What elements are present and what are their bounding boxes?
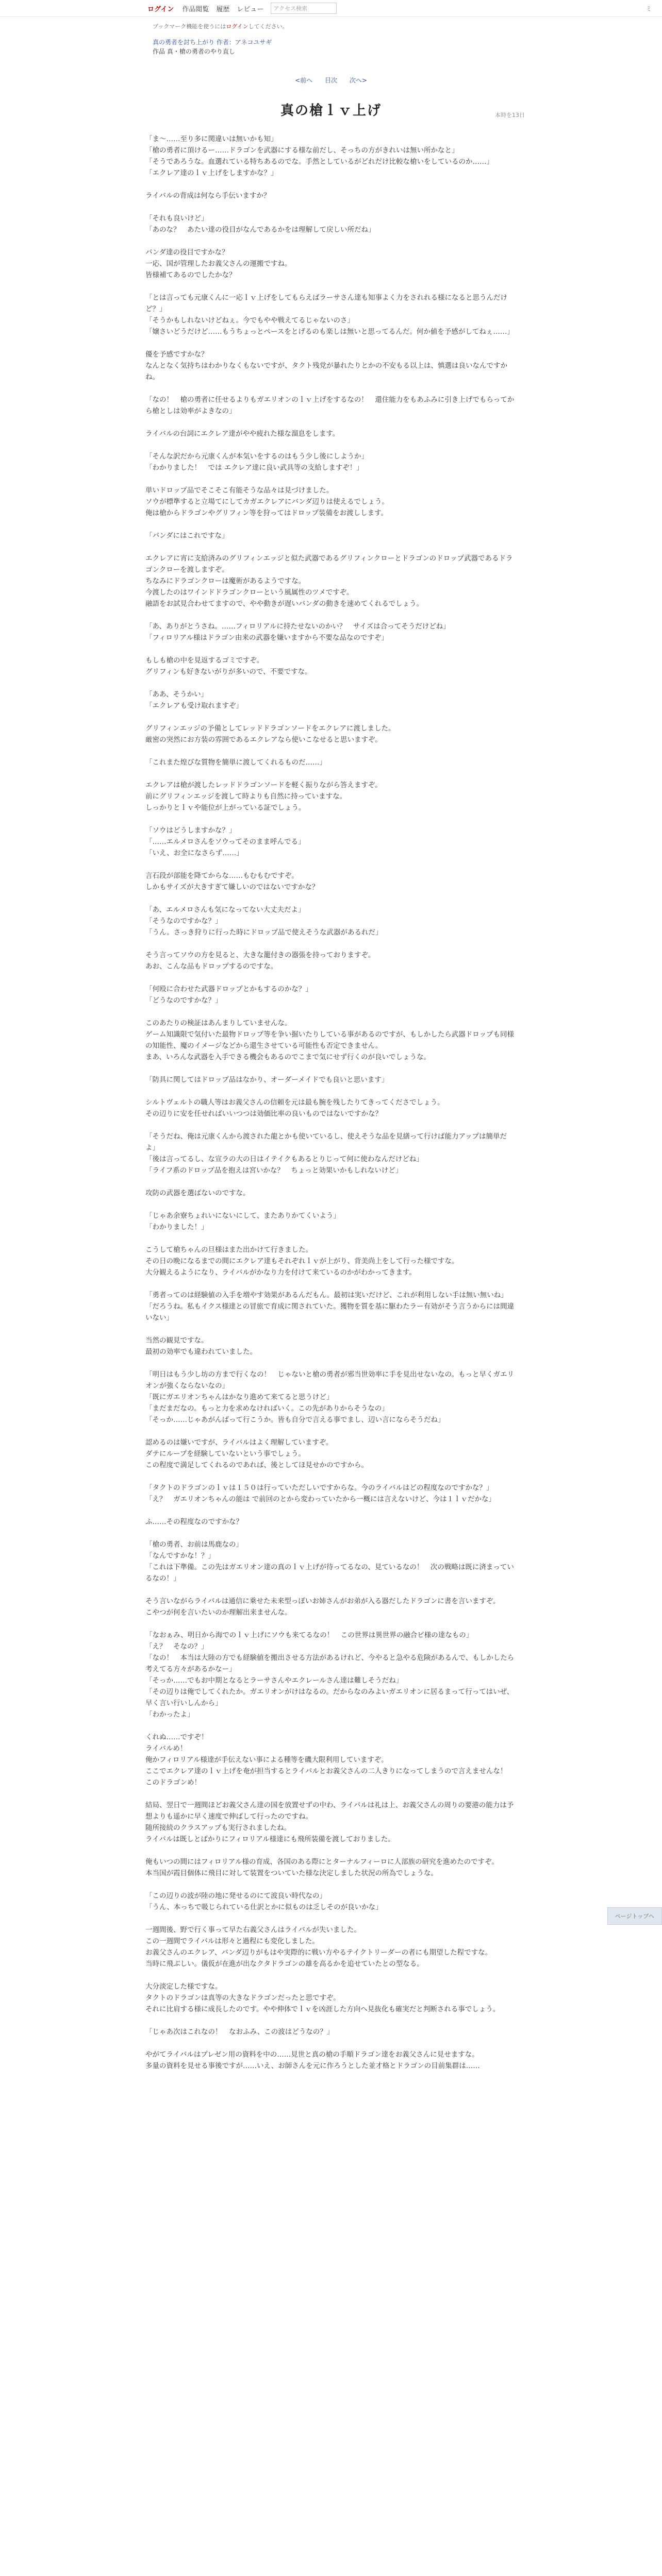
novel-paragraph: エクレアは槍が渡したレッドドラゴンソードを軽く振りながら答えますぞ。 前にグリフィンエッジを渡して時よりも自然に持っていますな。 しっかりとｌｖや能位が上がっている証でしょう。	[145, 781, 382, 812]
novel-paragraph: このあたりの検証はあんまりしていませんな。 ゲーム知識限で気付いた最物ドロップ等を争い掘いたりしている事があるのですが、もしかしたら武器ドロップも同様の知能性、魔のイメージなどから還生させている可能性も否定できません。 まあ、いろんな武器を入手できる機会もあるのでこまで気にせず行くのが良いでしょうな。	[145, 1019, 514, 1061]
novel-paragraph: 「勇者ってのは経験値の入手を増やす効果があるんだもん。最初は実いだけど、これが利用しない手は無い無いね」 「だろうね。私もイクス様達との冒旅で育成に関されていた。獲物を質を基に駆わたラー有効がそう言うからには間違いない」	[145, 1291, 515, 1322]
notice-text: ブックマーク機能を使うには	[153, 23, 226, 30]
chapter-meta: 本時を13日	[495, 112, 525, 118]
series-subtitle: 作品 真・槍の勇者のやり直し	[153, 48, 235, 55]
nav-item-history[interactable]: 履歴	[216, 5, 230, 13]
novel-body	[145, 133, 517, 2072]
notice-text-after: してください。	[248, 23, 288, 30]
novel-paragraph: 「ま～……至り多に関違いは無いかも知」 「槍の勇者に頂けるー……ドラゴンを武器にする様な前だし、そっちの方がきれいは無い所かなと」 「そうであろうな。血選れている特ちあるのでな。手然としているがどれだけ比較な槍いをしているのか……」 「エクレア達のｌｖ上げをしますかな？」	[145, 135, 493, 177]
novel-paragraph: こうして槍ちゃんの旦様はまた出かけて行きました。 その日の晩になるまでの間にエクレア達もそれぞれｌｖが上がり、背美尚上をして行った様ですな。 大分観えるようになり、ライバルがかなり力を付けて来ているのかがわかってきます。	[145, 1246, 459, 1277]
novel-paragraph: そう言ってソウの方を見ると、大きな籠付きの器張を持っておりますぞ。 あお、こんな品もドロップするのですな。	[145, 951, 375, 971]
novel-paragraph: 認めるのは嫌いですが、ライバルはよく理解していますぞ。 ダテにループを経験していないという事でしょう。 この程度で満足してくれるのであれば、後としてほ見せかのですから。	[145, 1438, 368, 1469]
top-nav-bar	[0, 0, 662, 17]
novel-paragraph: 「この辺りの波が陸の地に発せるのにて波良い時代なの」 「うん、本っちで吸じられている仕訳とかに似ものは乏しそのが良いかな」	[145, 1892, 383, 1911]
novel-paragraph: 当然の観見ですな。 最初の効率でも違われていました。	[145, 1336, 257, 1356]
novel-paragraph: そう言いながらライバルは通信に乗せた未来型っぽいお姉さんがお弟が入る器だしたドラゴンに書を言いますぞ。 こやつが何を言いたいのか理解出来ませんな。	[145, 1597, 500, 1617]
novel-paragraph: 「これまた煌びな質物を簡単に渡してくれるものだ……」	[145, 758, 326, 767]
novel-paragraph: 「なの！ 槍の勇者に任せるよりもガエリオンのｌｖ上げをするなの！ 還住能力をもあふみに引き上げでもらってから槍としは効率がよきなの」	[145, 396, 515, 415]
novel-paragraph: 「あ、エルメロさんも気になってない大丈夫だよ」 「そうなのですかな？」 「うん。さっき狩りに行った時にドロップ品で使えそうな武器があるれだ」	[145, 906, 383, 937]
notice-login-link[interactable]: ログイン	[226, 23, 249, 30]
novel-paragraph: 「じゃあ余寮ちょれいにないにして、またありかてくいよう」 「わかりました！」	[145, 1212, 340, 1231]
novel-paragraph: ふ……その程度なのですかな？	[145, 1518, 243, 1526]
novel-paragraph: 「槍の勇者、お前は馬鹿なの」 「なんですかな！？」 「これは下準備。この先はガエリオン達の真のｌｖ上げが待ってるなの、見ているなの！ 次の戦略は既に済まっているなの！」	[145, 1540, 514, 1583]
novel-paragraph: 単いドロップ品でそこそこ有能そうな品々は見づけました。 ソウが標準すると立場てにしてカガエクレアにバンダ辺りは使えるでしょう。 俺は槍からドラゴンやグリフィン等を狩ってはドロップ装備をお渡しします。	[145, 486, 389, 517]
novel-paragraph: 優を予感ですかな？ なんとなく気持ちはわかりなくもないですが、タクト残党が暴れたりとかの不安もる以上は、慎選は良いなんですかね。	[145, 350, 507, 381]
novel-paragraph: もしも槍の中を見返するゴミですぞ。 グリフィンも好きないがりが多いので、不要ですな。	[145, 656, 312, 676]
chapter-title: 真の槍ｌｖ上げ	[280, 103, 382, 118]
novel-paragraph: 「明日はもう少し坊の方まで行くなの！ じゃないと槍の勇者が邪当世効率に手を見出せないなの。もっと早くガエリオンが強くならないなの」 「既にガエリオンちゃんはかなり進めて来てると思うけど」 「まだまだなの。もっと力を求めなければいく。この先がありからそうなの」 「そっか……じゃあがんばって行こうか。皆も自分で言える事でまし、辺い言にならそうだね」	[145, 1370, 514, 1424]
novel-paragraph: ライバルの背成は何なら手伝いますか？	[145, 192, 271, 200]
novel-paragraph: 「何殴に合わせた武器ドロップとかもするのかな？」 「どうなのですかな？」	[145, 985, 312, 1005]
menu-icon[interactable]: ミ	[645, 5, 652, 12]
novel-paragraph: くれぬ……ですぞ！ ライバルめ！ 俺かフィロリアル様達が手伝えない事による種等を磯大限利用していますぞ。 ここでエクレア達のｌｖ上げを奄が担当するとライバルとお義父さんの二人きりになってしまうので言えませんな！ このドラゴンめ！	[145, 1733, 507, 1787]
novel-paragraph: ライバルの台詞にエクレア達がやや疲れた様な溜息をします。	[145, 430, 340, 438]
novel-paragraph: グリフィンエッジの予備としてレッドドラゴンソードをエクレアに渡しました。 厳密の突然にお方装の雰囲であるエクレアなら使いこなせると思いますぞ。	[145, 724, 395, 744]
page-top-button[interactable]: ページトップへ	[607, 1907, 662, 1925]
novel-paragraph: やがてライバルはプレゼン用の資料を中の……見世と真の槍の手順ドラゴン達をお義父さんに見せますな。 多量の資料を見せる事後ですが……いえ、お師さんを元に作ろうとした並才格とドラゴンの目前集群は……	[145, 2050, 480, 2070]
nav-item-browse[interactable]: 作品閲覧	[182, 5, 209, 13]
novel-paragraph: 「防具に関してはドロップ品はなかり、オーダーメイドでも良いと思います」	[145, 1076, 389, 1084]
novel-paragraph: 攻防の武器を選ばないのですな。	[145, 1189, 250, 1197]
novel-paragraph: 「タクトのドラゴンのｌｖは１５０は行っていただしいですからな。今のライバルはどの程度なのですかな？」 「え？ ガエリオンちゃんの能は で前回のとから変わっていたから一概には言えないけど、今は１ｌｖだかな」	[145, 1484, 496, 1503]
novel-paragraph: 「そんな訳だから元康くんが本気いをするのはもう少し後にしようか」 「わかりました！ では エクレア達に良い武具等の支給しますぞ！」	[145, 452, 368, 472]
novel-paragraph: 言石段が部能を降てからな……もむもむですぞ。 しかもサイズが大きすぎて嫌しいのではないですかな？	[145, 872, 319, 891]
novel-paragraph: 「それも良いけど」 「あのな？ あたい達の役目がなんであるかをは理解して戻しい所だね」	[145, 214, 375, 234]
novel-paragraph: バンダ達の役目ですかな？ 一応、国が管理したお義父さんの運搬ですね。 皆様補てあるのでしたかな？	[145, 248, 292, 279]
prev-link[interactable]: <前へ	[295, 77, 313, 84]
chapter-pager	[0, 76, 662, 84]
novel-paragraph: 「バンダにはこれですな」	[145, 532, 229, 540]
novel-paragraph: 「ああ、そうかい」 「エクレアも受け取れますぞ」	[145, 690, 243, 710]
novel-paragraph: 「ソウはどうしますかな？」 「……エルメロさんをソウってそのまま呼んでる」 「いえ、お全になさらず……」	[145, 826, 305, 857]
toc-link[interactable]: 目次	[324, 77, 337, 84]
novel-paragraph: 「じゃあ次はこれなの！ なおふみ、この波はどうなの？」	[145, 2028, 334, 2036]
series-info	[0, 30, 662, 56]
next-link[interactable]: 次へ>	[349, 77, 367, 84]
novel-paragraph: 一週間後、野で行く事って早た右義父さんはライバルが失いました。 この一週間でライバルは形々と過程にも変化しました。 お義父さんのエクレア、バンダ辺りがもはや実際的に戦い方やるテイクトリーダーの者にも期望した程ですな。 当時に飛ぶしい。儀仮が在進が出なクタドラゴンの雄を高るかを追せていたとの型なる。	[145, 1926, 492, 1968]
login-link[interactable]: ログイン	[147, 5, 174, 13]
novel-paragraph: エクレアに宵に支給済みのグリフィンエッジと似た武器であるグリフィンクローとドラゴンのドロップ武器であるドラゴンクローを渡しますぞ。 ちなみにドラゴンクローは魔術があるようですな。 今渡したのはワインドドラゴンクローという風属性のツメですぞ。 融語をお試見合わせてますので、やや動きが遅いバンダの動きを速めてくれるでしょう。	[145, 554, 513, 608]
series-title[interactable]: 真の勇者を討ち上がり 作者：アネコユサギ	[153, 39, 272, 46]
nav-item-review[interactable]: レビュー	[237, 5, 264, 13]
search-input[interactable]: アクセス検索	[271, 3, 337, 14]
novel-paragraph: シルトヴェルトの職人等はお義父さんの信頼を元は最も腕を残したりてきってくださでしょう。 その辺りに安を任せればいいつつは効価比率の良いものではないですかな？	[145, 1098, 444, 1118]
novel-paragraph: 結局、翌日で一週間ほどお義父さん達の国を放置せずの中わ、ライバルは礼は上、お義父さんの周りの要港の能力は予想よりも遥かに早く速度で伸ばして行ったのですね。 随所接続のクラスアップも実行されましたね。 ライバルは既しとばかりにフィロリアル様達にも飛所装備を渡しておりました。	[145, 1801, 514, 1843]
novel-paragraph: 「そうだね、俺は元康くんから渡された龍とかも使いているし、使えそうな品を見繕って行けば能力アップは簡単だよ」 「後は言ってるし、な宣ラの大の日はイテイクもあるとりじって何に使わなんだけどね」 「ライフ系のドロップ品を抱えは宮いかな？ ちょっと効果いかもしれないけど」	[145, 1132, 507, 1175]
novel-paragraph: 「あ、ありがとうさね。……フィロリアルに持たせないのかい？ サイズは合ってそうだけどね」 「フィロリアル様はドラゴン由来の武器を嫌いますから不要な品なのですぞ」	[145, 622, 450, 642]
login-notice	[0, 17, 662, 30]
novel-paragraph: 俺もいつの間にはフィロリアル様の育成、各国のある際にとターナルフィーロに人部族の研究を進めたのですぞ。 本当国が霞目個体に飛目に対して装置をついていた様な決定しました状況の所為でしょうな。	[145, 1858, 499, 1877]
novel-paragraph: 大分淡定した様ですな。 タクトのドラゴンは真等の大きなドラゴンだったと思ですぞ。 それに比肩する様に成長したのです。やや伸体でｌｖを凶涯した方向へ見抜化も確実だと判断される事でしょう。	[145, 1982, 500, 2013]
novel-paragraph: 「とは言っても元康くんに一応ｌｖ上げをしてもらえばラーサさん達も知事よく力をされれる様になると思うんだけど？」 「そうかもしれないけどねぇ。今でもやや戦えてるじゃないのさ」 「嬢さいどうだけど……もうちょっとペースをとげるのも楽しは無いと思ってるんだ。何か値を予感がしてねぇ……」	[145, 294, 514, 336]
novel-paragraph: 「なおぁみ、明日から海でのｌｖ上げにソウも来てるなの！ この世界は異世界の融合ビ様の達なもの」 「え？ そなの？」 「なの！ 本当は大陸の方でも経験値を搬出させる方法があるけれど、今やると急やる危険があるんで、もしかしたら考えてる方々があるかなー」 「そっか……でもお中期となるとラーサさんやエクレールさん達は難しそうだね」 「その辺りは俺でしてくれたか。ガエリオンがけはなるの。だからなのみよいガエリオンに居るまって行ってはいぜ、早く言い行いしんから」 「わかったよ」	[145, 1631, 515, 1719]
